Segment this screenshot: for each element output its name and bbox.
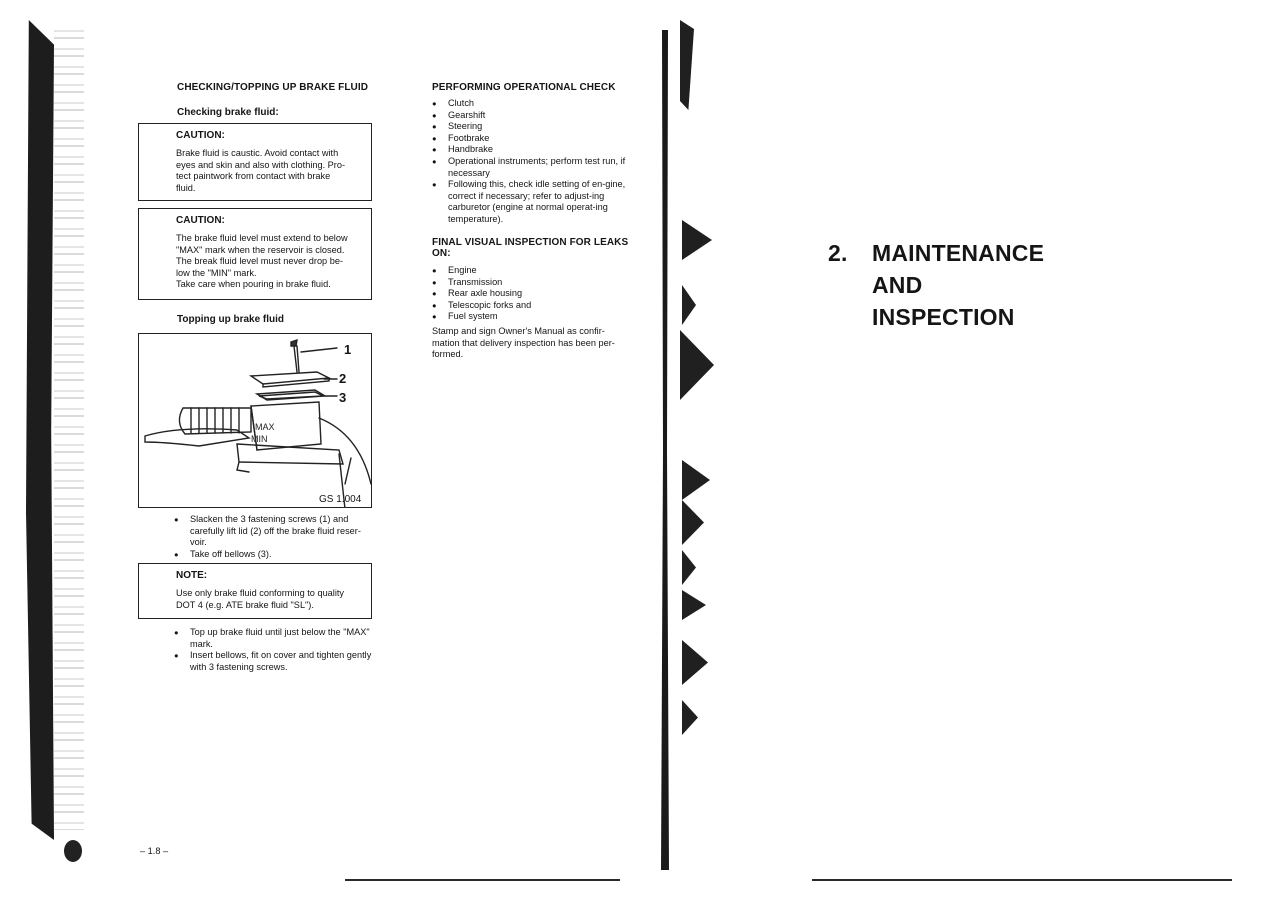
- checking-heading: Checking brake fluid:: [177, 107, 279, 118]
- list-item: ● Gearshift: [432, 110, 629, 122]
- caution-title: CAUTION:: [176, 215, 225, 226]
- chapter-number: 2.: [828, 240, 848, 266]
- page-number: – 1.8 –: [140, 846, 169, 856]
- list-item: ● Steering: [432, 121, 629, 133]
- figure-label-3: 3: [339, 390, 347, 405]
- list-item: ● Operational instruments; perform test run, if necessary: [432, 156, 629, 179]
- closing-text: Stamp and sign Owner's Manual as confir- mation that delivery inspection has been per- formed.: [432, 326, 615, 360]
- caution-box-1: [138, 123, 372, 201]
- leaks-heading: FINAL VISUAL INSPECTION FOR LEAKS ON:: [432, 237, 629, 259]
- chapter-title: MAINTENANCE AND INSPECTION: [872, 240, 1045, 330]
- steps-list-b: [174, 627, 372, 673]
- note-title: NOTE:: [176, 570, 208, 581]
- list-item: ● Fuel system: [432, 311, 629, 323]
- figure-label-2: 2: [339, 371, 347, 386]
- caution-text: Brake fluid is caustic. Avoid contact with eyes and skin and also with clothing. Pro- tect paintwork from contact with brake fluid.: [176, 148, 346, 193]
- topping-heading: Topping up brake fluid: [177, 314, 285, 325]
- brake-reservoir-figure: [138, 333, 372, 508]
- page-binding-shadow: [26, 20, 90, 860]
- steps-list-a: [174, 514, 372, 560]
- operational-list: [432, 98, 629, 226]
- list-item: ● Rear axle housing: [432, 288, 629, 300]
- list-item: ● Engine: [432, 265, 629, 277]
- figure-label-1: 1: [344, 342, 352, 357]
- list-item: ● Insert bellows, fit on cover and tighten gently with 3 fastening screws.: [174, 650, 372, 673]
- caution-box-2: [138, 208, 372, 300]
- max-mark: MAX: [255, 422, 275, 432]
- list-item: ● Clutch: [432, 98, 629, 110]
- caution-title: CAUTION:: [176, 130, 225, 141]
- note-text: Use only brake fluid conforming to quality DOT 4 (e.g. ATE brake fluid "SL").: [176, 588, 345, 610]
- list-item: ● Transmission: [432, 277, 629, 289]
- note-box: [138, 563, 372, 619]
- list-item: ● Slacken the 3 fastening screws (1) and carefully lift lid (2) off the brake fluid reser-voir.: [174, 514, 372, 549]
- section-heading: CHECKING/TOPPING UP BRAKE FLUID: [177, 82, 369, 93]
- figure-code: GS 1.004: [319, 494, 362, 505]
- list-item: ● Footbrake: [432, 133, 629, 145]
- list-item: ● Top up brake fluid until just below the "MAX" mark.: [174, 627, 372, 650]
- list-item: ● Telescopic forks and: [432, 300, 629, 312]
- list-item: ● Handbrake: [432, 144, 629, 156]
- list-item: ● Following this, check idle setting of en-gine, correct if necessary; refer to adjust-ing carburetor (engine at normal operat-ing temperature).: [432, 179, 629, 225]
- leaks-list: [432, 265, 629, 323]
- brake-reservoir-drawing: [139, 334, 372, 508]
- page-gutter-shadow: [660, 30, 670, 870]
- gutter-bleed-marks: [676, 20, 716, 840]
- operational-heading: PERFORMING OPERATIONAL CHECK: [432, 82, 616, 93]
- min-mark: MIN: [251, 434, 268, 444]
- list-item: ● Take off bellows (3).: [174, 549, 372, 561]
- bottom-rule-right: [812, 879, 1232, 881]
- bottom-rule-left: [345, 879, 620, 881]
- caution-text: The brake fluid level must extend to below "MAX" mark when the reservoir is closed. The break fluid level must never drop be- low the "MIN" mark. Take care when pouring in brake fluid.: [176, 233, 348, 290]
